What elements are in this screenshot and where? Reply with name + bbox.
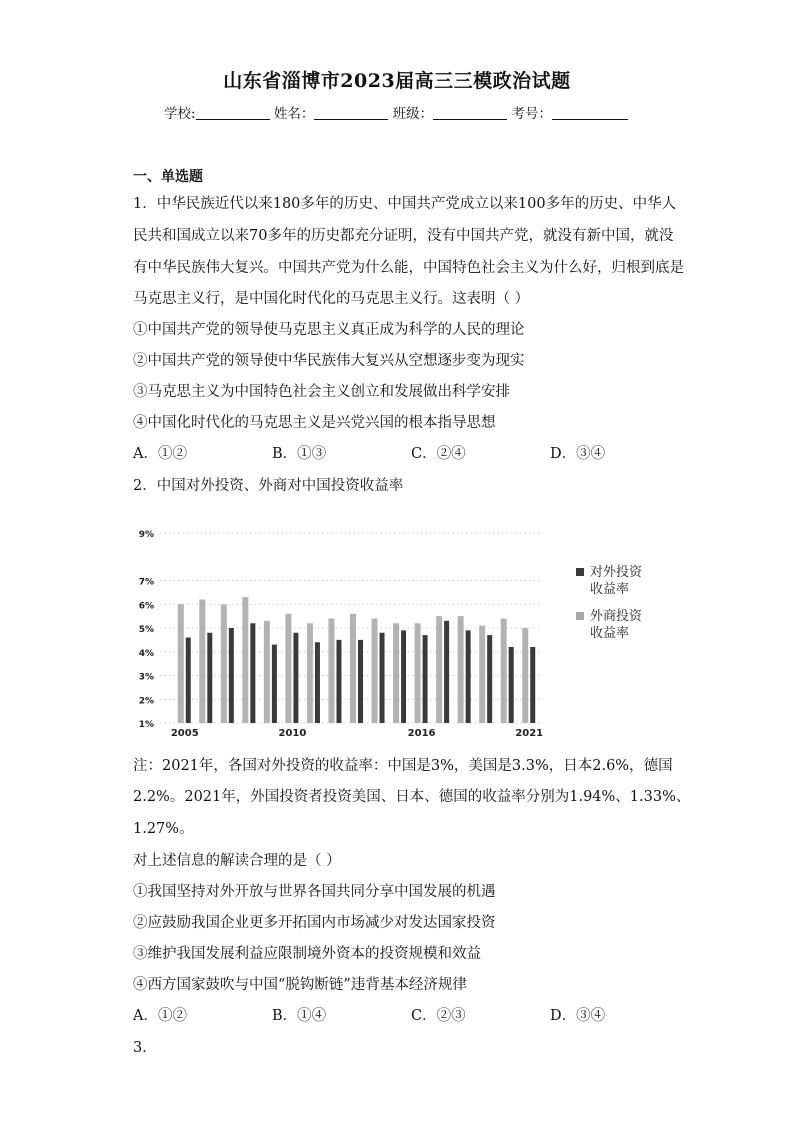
y-tick-label: 5% — [138, 625, 154, 635]
bar-foreign-investment-2018 — [458, 616, 464, 723]
legend-label: 收益率 — [590, 626, 630, 641]
name-blank[interactable] — [314, 107, 388, 120]
bar-outward-investment-2009 — [272, 645, 277, 723]
x-tick-label: 2021 — [515, 728, 544, 739]
bar-outward-investment-2014 — [380, 633, 385, 723]
bar-foreign-investment-2006 — [199, 600, 205, 724]
bar-foreign-investment-2021 — [522, 628, 528, 723]
legend-swatch — [576, 568, 584, 576]
bar-outward-investment-2013 — [358, 640, 363, 723]
q2-statement-4: ④西方国家鼓吹与中国“脱钩断链”违背基本经济规律 — [133, 977, 467, 993]
school-blank[interactable] — [196, 107, 270, 120]
q2-statement-2: ②应鼓励我国企业更多开拓国内市场减少对发达国家投资 — [133, 915, 496, 931]
bar-foreign-investment-2016 — [415, 623, 421, 723]
q2-option-b[interactable]: B．①④ — [272, 1008, 327, 1024]
bar-outward-investment-2015 — [401, 630, 406, 723]
q2-note-line-3: 1.27%。 — [133, 821, 194, 837]
bar-outward-investment-2017 — [444, 621, 449, 723]
y-tick-label: 3% — [138, 672, 154, 683]
investment-return-chart — [130, 500, 670, 740]
bar-foreign-investment-2013 — [350, 614, 356, 723]
bar-foreign-investment-2020 — [501, 619, 507, 724]
bar-outward-investment-2018 — [466, 630, 471, 723]
q2-option-d[interactable]: D．③④ — [550, 1008, 606, 1024]
legend-label: 收益率 — [590, 582, 630, 597]
legend-label: 对外投资 — [590, 565, 643, 580]
q3-number: 3． — [133, 1040, 157, 1056]
class-label: 班级： — [392, 106, 434, 122]
q1-stem-line-1: 1．中华民族近代以来180多年的历史、中国共产党成立以来100多年的历史、中华人 — [133, 196, 677, 212]
y-tick-label: 1% — [138, 720, 154, 730]
legend-swatch — [576, 612, 584, 620]
y-tick-label: 7% — [138, 577, 154, 588]
q1-option-b[interactable]: B．①③ — [272, 446, 327, 462]
q1-stem-line-4: 马克思主义行，是中国化时代化的马克思主义行。这表明（ ） — [133, 291, 530, 307]
legend-label: 外商投资 — [590, 609, 643, 624]
y-tick-label: 6% — [138, 601, 154, 612]
school-label: 学校: — [164, 106, 196, 122]
q1-option-c[interactable]: C．②④ — [411, 446, 466, 462]
q2-statement-3: ③维护我国发展利益应限制境外资本的投资规模和效益 — [133, 946, 481, 962]
class-blank[interactable] — [433, 107, 507, 120]
q1-option-a[interactable]: A．①② — [133, 446, 187, 462]
bar-outward-investment-2011 — [315, 642, 320, 723]
y-tick-label: 9% — [138, 530, 154, 540]
bar-foreign-investment-2019 — [479, 626, 485, 723]
bar-foreign-investment-2009 — [264, 621, 270, 723]
student-info-line — [164, 102, 628, 122]
exam-number-blank[interactable] — [552, 107, 628, 120]
q1-stem-line-3: 有中华民族伟大复兴。中国共产党为什么能，中国特色社会主义为什么好，归根到底是 — [133, 260, 684, 276]
bar-outward-investment-2006 — [207, 633, 212, 723]
q2-note-line-1: 注：2021年，各国对外投资的收益率：中国是3%，美国是3.3%，日本2.6%，德国 — [133, 758, 673, 774]
bar-foreign-investment-2015 — [393, 623, 399, 723]
bar-outward-investment-2020 — [509, 647, 514, 723]
bar-foreign-investment-2007 — [221, 604, 227, 723]
q2-stem: 2．中国对外投资、外商对中国投资收益率 — [133, 478, 404, 494]
bar-outward-investment-2021 — [530, 647, 535, 723]
bar-outward-investment-2007 — [229, 628, 234, 723]
q1-option-d[interactable]: D．③④ — [550, 446, 606, 462]
x-tick-label: 2005 — [170, 728, 199, 739]
section-heading: 一、单选题 — [133, 169, 203, 185]
y-tick-label: 2% — [138, 696, 154, 707]
exam-number-label: 考号： — [511, 106, 552, 122]
q1-statement-1: ①中国共产党的领导使马克思主义真正成为科学的人民的理论 — [133, 322, 525, 338]
q1-statement-3: ③马克思主义为中国特色社会主义创立和发展做出科学安排 — [133, 384, 510, 400]
bar-foreign-investment-2011 — [307, 623, 313, 723]
q2-option-a[interactable]: A．①② — [133, 1008, 187, 1024]
bar-outward-investment-2019 — [487, 635, 492, 723]
bar-foreign-investment-2014 — [372, 619, 378, 724]
bar-foreign-investment-2012 — [328, 619, 334, 724]
x-tick-label: 2010 — [278, 728, 307, 739]
bar-outward-investment-2010 — [293, 633, 298, 723]
bar-foreign-investment-2010 — [285, 614, 291, 723]
bar-foreign-investment-2005 — [178, 604, 184, 723]
bar-outward-investment-2012 — [336, 640, 341, 723]
page-title: 山东省淄博市2023届高三三模政治试题 — [223, 70, 571, 92]
bar-outward-investment-2008 — [250, 623, 255, 723]
q1-statement-2: ②中国共产党的领导使中华民族伟大复兴从空想逐步变为现实 — [133, 353, 525, 369]
name-label: 姓名： — [273, 106, 315, 122]
q2-prompt: 对上述信息的解读合理的是（ ） — [133, 853, 341, 869]
bar-foreign-investment-2008 — [242, 597, 248, 723]
q2-option-c[interactable]: C．②③ — [411, 1008, 466, 1024]
bar-outward-investment-2005 — [186, 638, 191, 724]
q2-statement-1: ①我国坚持对外开放与世界各国共同分享中国发展的机遇 — [133, 884, 496, 900]
bar-outward-investment-2016 — [423, 635, 428, 723]
x-tick-label: 2016 — [407, 728, 436, 739]
q2-note-line-2: 2.2%。2021年，外国投资者投资美国、日本、德国的收益率分别为1.94%、1.33%、 — [133, 789, 691, 805]
y-tick-label: 4% — [138, 648, 154, 659]
q1-statement-4: ④中国化时代化的马克思主义是兴党兴国的根本指导思想 — [133, 415, 496, 431]
q1-stem-line-2: 民共和国成立以来70多年的历史都充分证明，没有中国共产党，就没有新中国，就没 — [133, 228, 674, 244]
bar-foreign-investment-2017 — [436, 616, 442, 723]
